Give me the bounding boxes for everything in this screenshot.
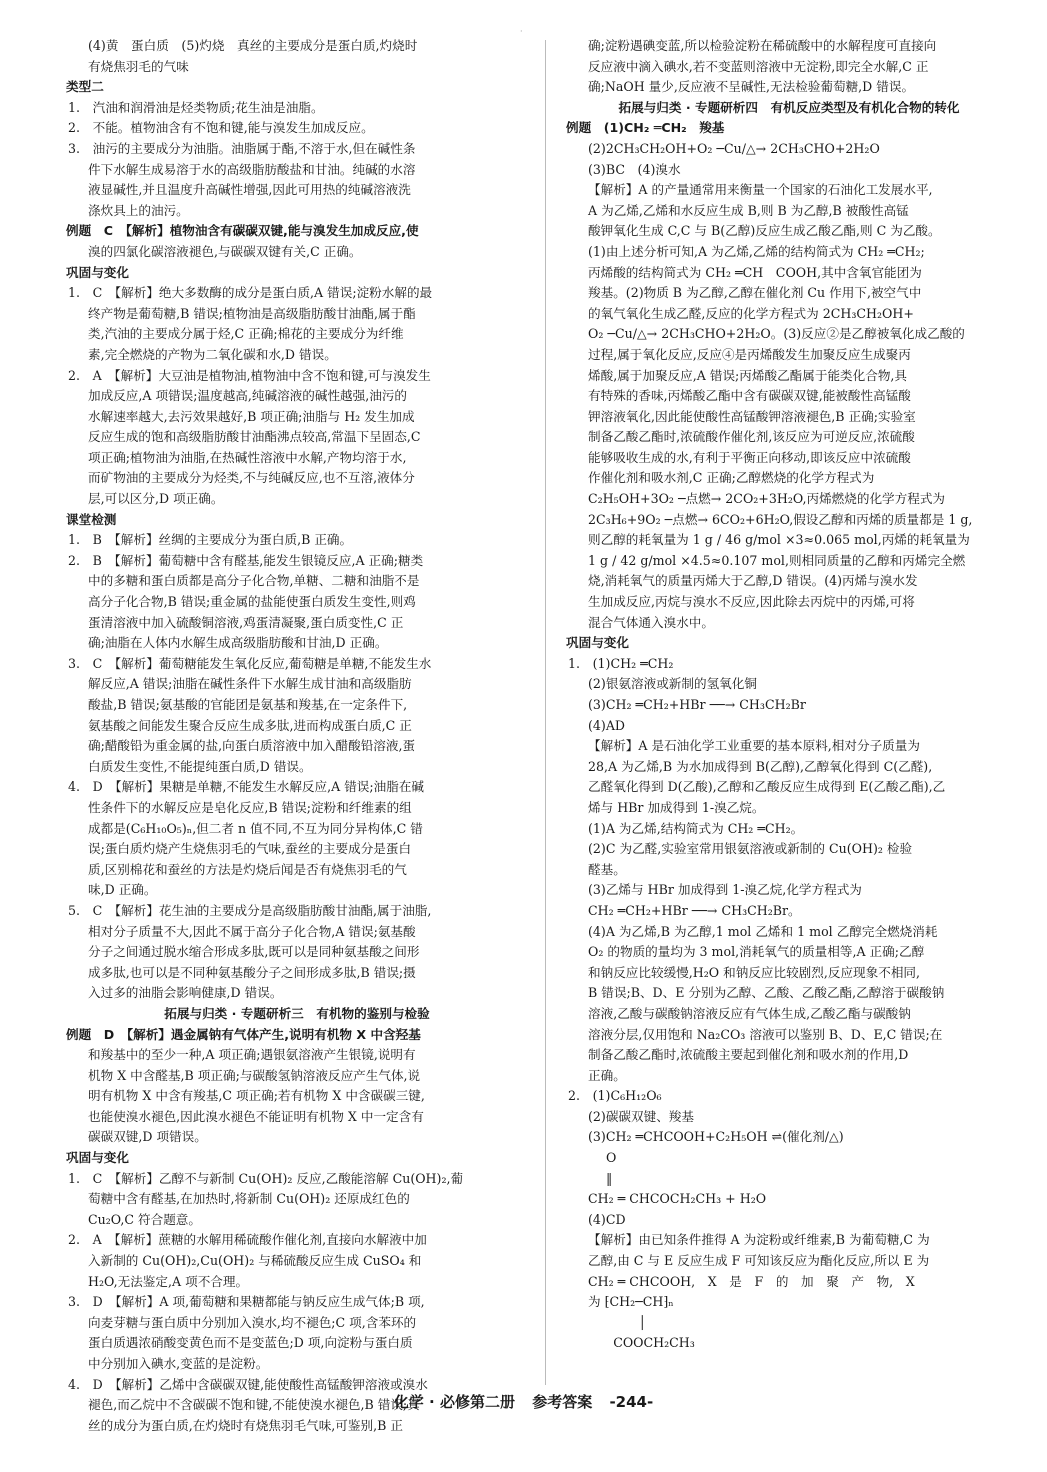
- text-line: 蛋清溶液中加入硫酸铜溶液,鸡蛋清凝聚,蛋白质变性,C 正: [88, 614, 404, 630]
- text-line: 拓展与归类 · 专题研析三 有机物的鉴别与检验: [164, 1005, 430, 1021]
- text-line: (4)A 为乙烯,B 为乙醇,1 mol 乙烯和 1 mol 乙醇完全燃烧消耗: [588, 923, 938, 939]
- text-line: 巩固与变化: [66, 264, 129, 280]
- right-column: [566, 36, 1012, 1354]
- text-line: H₂O,无法鉴定,A 项不合理。: [88, 1273, 249, 1289]
- footer-subject: 化学 · 必修第二册: [393, 1393, 515, 1411]
- text-line: 反应生成的饱和高级脂肪酸甘油酯沸点较高,常温下呈固态,C: [88, 429, 421, 445]
- text-line: 【解析】A 是石油化学工业重要的基本原料,相对分子质量为: [588, 738, 920, 754]
- text-line: 向麦芽糖与蛋白质中分别加入溴水,均不褪色;C 项,含苯环的: [88, 1314, 417, 1330]
- text-line: (2)C 为乙醛,实验室常用银氨溶液或新制的 Cu(OH)₂ 检验: [588, 841, 913, 857]
- text-line: 混合气体通入溴水中。: [588, 614, 714, 630]
- text-line: (3)CH₂ ═CH₂+HBr ──→ CH₃CH₂Br: [588, 697, 806, 712]
- text-line: 醛基。: [588, 861, 626, 877]
- text-line: 生加成反应,丙烷与溴水不反应,因此除去丙烷中的丙烯,可将: [588, 594, 915, 610]
- text-line: ‖: [606, 1170, 613, 1186]
- text-line: CH₂ ═ CHCOCH₂CH₃ + H₂O: [588, 1191, 767, 1207]
- text-line: 2. (1)C₆H₁₂O₆: [568, 1088, 662, 1104]
- text-line: A 为乙烯,乙烯和水反应生成 B,则 B 为乙醇,B 被酸性高锰: [588, 202, 909, 218]
- text-line: 例题 (1)CH₂ ═CH₂ 羧基: [566, 120, 725, 136]
- text-line: 而矿物油的主要成分为烃类,不与纯碱反应,也不互溶,液体分: [88, 470, 415, 486]
- text-line: 解反应,A 错误;油脂在碱性条件下水解生成甘油和高级脂肪: [88, 676, 412, 692]
- text-line: 成多肽,也可以是不同种氨基酸分子之间形成多肽,B 错误;摄: [88, 964, 416, 980]
- text-line: 5. C 【解析】花生油的主要成分是高级脂肪酸甘油酯,属于油脂,: [68, 902, 432, 918]
- text-line: (4)黄 蛋白质 (5)灼烧 真丝的主要成分是蛋白质,灼烧时: [88, 38, 418, 53]
- text-line: 中分别加入碘水,变蓝的是淀粉。: [88, 1356, 269, 1371]
- text-line: (4)CD: [588, 1211, 626, 1227]
- text-line: 例题 C 【解析】植物油含有碳碳双键,能与溴发生加成反应,使: [66, 223, 419, 239]
- text-line: B 错误;B、D、E 分别为乙醇、乙酸、乙酸乙酯,乙醇溶于碳酸钠: [588, 985, 945, 1001]
- text-line: 类,汽油的主要成分属于烃,C 正确;棉花的主要成分为纤维: [88, 326, 404, 342]
- text-line: 机物 X 中含醛基,B 项正确;与碳酸氢钠溶液反应产生气体,说: [88, 1067, 421, 1083]
- text-line: 作催化剂和吸水剂,C 正确;乙醇燃烧的化学方程式为: [588, 470, 875, 486]
- column-divider: [545, 40, 546, 1385]
- text-line: 素,完全燃烧的产物为二氧化碳和水,D 错误。: [88, 346, 337, 362]
- text-line: 性条件下的水解反应是皂化反应,B 错误;淀粉和纤维素的组: [88, 799, 412, 815]
- text-line: 褪色,而乙烷中不含碳碳不饱和键,不能使溴水褪色,B 错误;真: [88, 1397, 420, 1413]
- text-line: (2)银氨溶液或新制的氢氧化铜: [588, 676, 757, 692]
- text-line: 确;醋酸铅为重金属的盐,向蛋白质溶液中加入醋酸铅溶液,蛋: [88, 738, 416, 754]
- text-line: COOCH₂CH₃: [588, 1335, 695, 1351]
- text-line: 的氧气氧化生成乙醛,反应的化学方程式为 2CH₃CH₂OH+: [588, 305, 914, 321]
- text-line: 28,A 为乙烯,B 为水加成得到 B(乙醇),乙醇氧化得到 C(乙醛),: [588, 758, 933, 774]
- text-line: 成都是(C₆H₁₀O₅)ₙ,但二者 n 值不同,不互为同分异构体,C 错: [88, 820, 423, 836]
- text-line: 明有机物 X 中含有羧基,C 项正确;若有机物 X 中含碳碳三键,: [88, 1088, 425, 1104]
- text-line: O₂ 的物质的量均为 3 mol,消耗氧气的质量相等,A 正确;乙醇: [588, 944, 925, 960]
- text-line: 萄糖中含有醛基,在加热时,将新制 Cu(OH)₂ 还原成红色的: [88, 1191, 410, 1207]
- text-line: 乙醇,由 C 与 E 反应生成 F 可知该反应为酯化反应,所以 E 为: [588, 1253, 930, 1269]
- text-line: │: [588, 1314, 646, 1330]
- text-line: 巩固与变化: [566, 635, 629, 651]
- text-line: 加成反应,A 项错误;温度越高,纯碱溶液的碱性越强,油污的: [88, 388, 408, 404]
- text-line: 3. 油污的主要成分为油脂。油脂属于酯,不溶于水,但在碱性条: [68, 140, 416, 156]
- text-line: 溴的四氯化碳溶液褪色,与碳碳双键有关,C 正确。: [88, 243, 362, 259]
- text-line: 3. C 【解析】葡萄糖能发生氧化反应,葡萄糖是单糖,不能发生水: [68, 655, 432, 671]
- text-line: O: [606, 1150, 617, 1166]
- text-line: 2. B 【解析】葡萄糖中含有醛基,能发生银镜反应,A 正确;糖类: [68, 552, 424, 568]
- text-line: 2. A 【解析】蔗糖的水解用稀硫酸作催化剂,直接向水解液中加: [68, 1232, 427, 1248]
- text-line: 类型二: [66, 79, 104, 95]
- text-line: 和羧基中的至少一种,A 项正确;遇银氨溶液产生银镜,说明有: [88, 1047, 416, 1063]
- text-line: 项正确;植物油为油脂,在热碱性溶液中水解,产物均溶于水,: [88, 449, 407, 465]
- text-line: 白质发生变性,不能提纯蛋白质,D 错误。: [88, 758, 312, 774]
- text-line: 为 ⁅CH₂─CH⁆ₙ: [588, 1294, 674, 1310]
- text-line: 羧基。(2)物质 B 为乙醇,乙醇在催化剂 Cu 作用下,被空气中: [588, 285, 922, 301]
- text-line: 确;NaOH 量少,反应液不呈碱性,无法检验葡萄糖,D 错误。: [588, 79, 915, 95]
- text-line: 溶液,乙酸与碳酸钠溶液反应有气体生成,乙酸乙酯与碳酸钠: [588, 1005, 911, 1021]
- text-line: 【解析】A 的产量通常用来衡量一个国家的石油化工发展水平,: [588, 182, 933, 198]
- text-line: 中的多糖和蛋白质都是高分子化合物,单糖、二糖和油脂不是: [88, 573, 420, 589]
- text-line: 溶液分层,仅用饱和 Na₂CO₃ 溶液可以鉴别 B、D、E,C 错误;在: [588, 1026, 943, 1042]
- text-line: 例题 D 【解析】遇金属钠有气体产生,说明有机物 X 中含羟基: [66, 1026, 421, 1042]
- text-line: 酸钾氧化生成 C,C 与 B(乙醇)反应生成乙酸乙酯,则 C 为乙酸。: [588, 223, 941, 239]
- text-line: (4)AD: [588, 717, 626, 733]
- text-line: 碳碳双键,D 项错误。: [88, 1129, 207, 1145]
- text-line: O₂ ─Cu/△→ 2CH₃CHO+2H₂O。(3)反应②是乙醇被氧化成乙酸的: [588, 326, 965, 342]
- text-line: Cu₂O,C 符合题意。: [88, 1211, 201, 1227]
- text-line: 反应液中滴入碘水,若不变蓝则溶液中无淀粉,即完全水解,C 正: [588, 58, 929, 74]
- left-column: [66, 36, 528, 1436]
- text-line: 1. C 【解析】乙醇不与新制 Cu(OH)₂ 反应,乙酸能溶解 Cu(OH)₂,葡: [68, 1170, 464, 1186]
- text-line: 2. 不能。植物油含有不饱和键,能与溴发生加成反应。: [68, 120, 374, 136]
- text-line: 入过多的油脂会影响健康,D 错误。: [88, 985, 283, 1001]
- text-line: 有烧焦羽毛的气味: [88, 58, 189, 74]
- text-line: 3. D 【解析】A 项,葡萄糖和果糖都能与钠反应生成气体;B 项,: [68, 1294, 425, 1310]
- page-mark: ·: [520, 27, 523, 36]
- text-line: 制备乙酸乙酯时,浓硫酸作催化剂,该反应为可逆反应,浓硫酸: [588, 429, 915, 445]
- text-line: 钾溶液氧化,因此能使酸性高锰酸钾溶液褪色,B 正确;实验室: [588, 408, 916, 424]
- page-footer: [0, 1392, 1047, 1413]
- text-line: CH₂ ═CH₂+HBr ──→ CH₃CH₂Br。: [588, 902, 801, 918]
- text-line: 层,可以区分,D 项正确。: [88, 491, 224, 507]
- text-line: 蛋白质遇浓硝酸变黄色而不是变蓝色;D 项,向淀粉与蛋白质: [88, 1335, 413, 1351]
- text-line: 丙烯酸的结构简式为 CH₂ ═CH COOH,其中含氧官能团为: [588, 264, 922, 280]
- text-line: 和钠反应比较缓慢,H₂O 和钠反应比较剧烈,反应现象不相同,: [588, 964, 921, 980]
- text-line: 课堂检测: [66, 511, 117, 527]
- text-line: 4. D 【解析】乙烯中含碳碳双键,能使酸性高锰酸钾溶液或溴水: [68, 1376, 428, 1392]
- text-line: (3)乙烯与 HBr 加成得到 1-溴乙烷,化学方程式为: [588, 882, 862, 898]
- text-line: 误;蛋白质灼烧产生烧焦羽毛的气味,蚕丝的主要成分是蛋白: [88, 841, 412, 857]
- text-line: 烯酸,属于加聚反应,A 错误;丙烯酸乙酯属于能类化合物,具: [588, 367, 908, 383]
- text-line: 4. D 【解析】果糖是单糖,不能发生水解反应,A 错误;油脂在碱: [68, 779, 425, 795]
- text-line: 水解速率越大,去污效果越好,B 项正确;油脂与 H₂ 发生加成: [88, 408, 415, 424]
- text-line: 巩固与变化: [66, 1150, 129, 1166]
- text-line: 1. C 【解析】绝大多数酶的成分是蛋白质,A 错误;淀粉水解的最: [68, 285, 433, 301]
- text-line: 件下水解生成易溶于水的高级脂肪酸盐和甘油。纯碱的水溶: [88, 161, 416, 177]
- text-line: 涤炊具上的油污。: [88, 202, 189, 218]
- text-line: 1 g / 42 g/mol ×4.5≈0.107 mol,则相同质量的乙醇和丙烯完全燃: [588, 552, 966, 568]
- footer-page-number: -244-: [609, 1393, 654, 1411]
- text-line: 正确。: [588, 1067, 626, 1083]
- text-line: 终产物是葡萄糖,B 错误;植物油是高级脂肪酸甘油酯,属于酯: [88, 305, 416, 321]
- text-line: 1. 汽油和润滑油是烃类物质;花生油是油脂。: [68, 99, 324, 115]
- text-line: 丝的成分为蛋白质,在灼烧时有烧焦羽毛气味,可鉴别,B 正: [88, 1417, 403, 1433]
- text-line: 2C₃H₆+9O₂ ─点燃→ 6CO₂+6H₂O,假设乙醇和丙烯的质量都是 1 g,: [588, 511, 973, 527]
- text-line: 则乙醇的耗氧量为 1 g / 46 g/mol ×3≈0.065 mol,丙烯的耗氧量为: [588, 532, 970, 548]
- text-line: 乙醛氧化得到 D(乙酸),乙醇和乙酸反应生成得到 E(乙酸乙酯),乙: [588, 779, 946, 795]
- text-line: 确;淀粉遇碘变蓝,所以检验淀粉在稀硫酸中的水解程度可直接向: [588, 38, 937, 53]
- text-line: (1)由上述分析可知,A 为乙烯,乙烯的结构简式为 CH₂ ═CH₂;: [588, 243, 925, 259]
- text-line: 高分子化合物,B 错误;重金属的盐能使蛋白质发生变性,则鸡: [88, 594, 416, 610]
- text-line: 1. B 【解析】丝绸的主要成分为蛋白质,B 正确。: [68, 532, 353, 548]
- footer-label: 参考答案: [532, 1393, 593, 1411]
- text-line: 液显碱性,并且温度升高碱性增强,因此可用热的纯碱溶液洗: [88, 182, 411, 198]
- text-line: 2. A 【解析】大豆油是植物油,植物油中含不饱和键,可与溴发生: [68, 367, 431, 383]
- text-line: (2)2CH₃CH₂OH+O₂ ─Cu/△→ 2CH₃CHO+2H₂O: [588, 140, 880, 156]
- text-line: 分子之间通过脱水缩合形成多肽,既可以是同种氨基酸之间形: [88, 944, 420, 960]
- text-line: CH₂ ═ CHCOOH, X 是 F 的 加 聚 产 物, X: [588, 1273, 915, 1289]
- text-line: (3)CH₂ ═CHCOOH+C₂H₅OH ⇌(催化剂/△): [588, 1129, 844, 1145]
- text-line: 制备乙酸乙酯时,浓硫酸主要起到催化剂和吸水剂的作用,D: [588, 1047, 909, 1063]
- text-line: 入新制的 Cu(OH)₂,Cu(OH)₂ 与稀硫酸反应生成 CuSO₄ 和: [88, 1253, 422, 1269]
- text-line: (1)A 为乙烯,结构简式为 CH₂ ═CH₂。: [588, 820, 804, 836]
- text-line: 质,区别棉花和蚕丝的方法是灼烧后闻是否有烧焦羽毛的气: [88, 861, 407, 877]
- text-line: 确;油脂在人体内水解生成高级脂肪酸和甘油,D 正确。: [88, 635, 388, 651]
- text-line: 烯与 HBr 加成得到 1-溴乙烷。: [588, 799, 765, 815]
- text-line: 拓展与归类 · 专题研析四 有机反应类型及有机化合物的转化: [618, 99, 960, 115]
- text-line: C₂H₅OH+3O₂ ─点燃→ 2CO₂+3H₂O,丙烯燃烧的化学方程式为: [588, 491, 946, 507]
- text-line: 烧,消耗氧气的质量丙烯大于乙醇,D 错误。(4)丙烯与溴水发: [588, 573, 918, 589]
- text-line: 1. (1)CH₂ ═CH₂: [568, 655, 674, 671]
- text-line: 过程,属于氧化反应,反应④是丙烯酸发生加聚反应生成聚丙: [588, 346, 911, 362]
- text-line: 相对分子质量不大,因此不属于高分子化合物,A 错误;氨基酸: [88, 923, 416, 939]
- text-line: 【解析】由已知条件推得 A 为淀粉或纤维素,B 为葡萄糖,C 为: [588, 1232, 930, 1248]
- text-line: 味,D 正确。: [88, 882, 157, 898]
- text-line: 酸盐,B 错误;氨基酸的官能团是氨基和羧基,在一定条件下,: [88, 697, 408, 712]
- text-line: (2)碳碳双键、羧基: [588, 1108, 694, 1124]
- text-line: 能够吸收生成的水,有利于平衡正向移动,即该反应中浓硫酸: [588, 449, 911, 465]
- text-line: (3)BC (4)溴水: [588, 161, 681, 177]
- text-line: 氨基酸之间能发生聚合反应生成多肽,进而构成蛋白质,C 正: [88, 717, 412, 733]
- text-line: 也能使溴水褪色,因此溴水褪色不能证明有机物 X 中一定含有: [88, 1108, 424, 1124]
- text-line: 有特殊的香味,丙烯酸乙酯中含有碳碳双键,能被酸性高锰酸: [588, 388, 911, 404]
